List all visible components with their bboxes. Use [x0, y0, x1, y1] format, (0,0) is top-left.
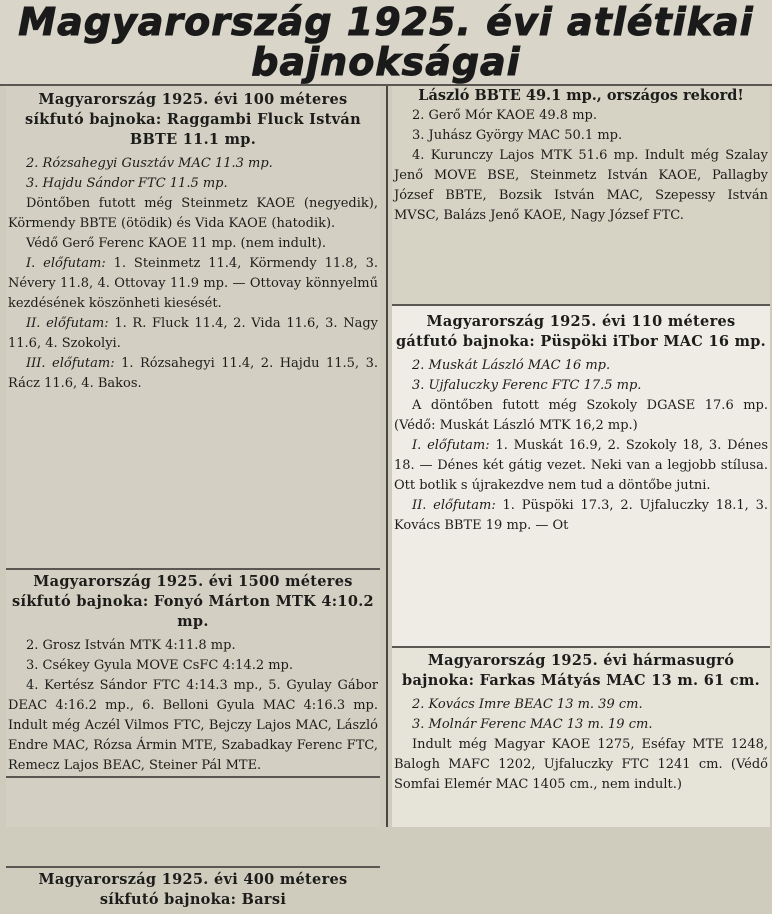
paragraph: 3. Csékey Gyula MOVE CsFC 4:14.2 mp. [26, 658, 294, 673]
section-rule-400m [6, 866, 380, 868]
paragraph: 2. Muskát László MAC 16 mp. [412, 358, 611, 373]
heat-results: 1. R. Fluck 11.4, 2. Vida 11.6, 3. Nagy 11.6, 4. Szokolyi. [8, 316, 378, 351]
headline-400m: Magyarország 1925. évi 400 méteres síkfutó bajnoka: Barsi [38, 871, 348, 908]
article-100m-body [8, 154, 378, 394]
heat-label: II. előfutam: [412, 498, 496, 513]
paragraph: Döntőben futott még Steinmetz KAOE (negyedik), Körmendy BBTE (ötödik) és Vida KAOE (hatodik). [8, 196, 378, 231]
article-triple-jump-body [394, 695, 768, 795]
paragraph: 4. Kurunczy Lajos MTK 51.6 mp. Indult még Szalay Jenő MOVE BSE, Steinmetz István KAOE, Pallagby József BBTE, Bozsik István MAC, Szepessy István MVSC, Balázs Jenő KAOE, Nagy József FTC. [394, 148, 768, 223]
column-divider [386, 86, 388, 827]
heat-label: I. előfutam: [26, 256, 106, 271]
masthead-title-line1: Magyarország 1925. évi atlétikai [18, 0, 754, 44]
article-1500m [8, 570, 378, 776]
heat-label: I. előfutam: [412, 438, 490, 453]
article-400m-continued [392, 86, 770, 304]
paragraph [8, 314, 378, 354]
section-rule-400m-head [6, 776, 380, 778]
headline-100m: Magyarország 1925. évi 100 méteres síkfutó bajnoka: Raggambi Fluck István BBTE 11.1 mp. [25, 91, 361, 148]
paragraph: 3. Molnár Ferenc MAC 13 m. 19 cm. [412, 717, 653, 732]
heat-label: III. előfutam: [26, 356, 115, 371]
article-400m-body [394, 106, 768, 226]
masthead [0, 0, 772, 86]
article-110m-hurdles [392, 306, 770, 646]
paragraph: 2. Kovács Imre BEAC 13 m. 39 cm. [412, 697, 643, 712]
headline-400m-continued: László BBTE 49.1 mp., országos rekord! [418, 87, 744, 104]
article-100m [8, 88, 378, 394]
headline-1500m: Magyarország 1925. évi 1500 méteres síkfutó bajnoka: Fonyó Márton MTK 4:10.2 mp. [12, 573, 374, 630]
paragraph: 3. Juhász György MAC 50.1 mp. [412, 128, 623, 143]
heat-results: 1. Steinmetz 11.4, Körmendy 11.8, 3. Névery 11.8, 4. Ottovay 11.9 mp. — Ottovay könnyelmű kezdésének köszönheti kiesését. [8, 256, 378, 311]
article-110m-hurdles-body [394, 356, 768, 536]
heat-results: 1. Muskát 16.9, 2. Szokoly 18, 3. Dénes 18. — Dénes két gátig vezet. Neki van a legjobb stílusa. Ott botlik s újrakezdve nem tud a döntőbe jutni. [394, 438, 768, 493]
article-1500m-body [8, 636, 378, 776]
article-triple-jump [392, 647, 770, 827]
masthead-rule [0, 84, 772, 86]
paragraph: 2. Grosz István MTK 4:11.8 mp. [26, 638, 236, 653]
heat-results: 1. Rózsahegyi 11.4, 2. Hajdu 11.5, 3. Rácz 11.6, 4. Bakos. [8, 356, 378, 391]
paragraph [8, 354, 378, 394]
heat-results: 1. Püspöki 17.3, 2. Ujfaluczky 18.1, 3. Kovács BBTE 19 mp. — Ot [394, 498, 768, 533]
headline-110m-hurdles: Magyarország 1925. évi 110 méteres gátfutó bajnoka: Püspöki iTbor MAC 16 mp. [395, 313, 767, 350]
left-column [6, 86, 380, 908]
heat-label: II. előfutam: [26, 316, 109, 331]
paragraph: A döntőben futott még Szokoly DGASE 17.6 mp. (Védő: Muskát László MTK 16,2 mp.) [394, 398, 768, 433]
article-400m [8, 868, 378, 914]
headline-triple-jump: Magyarország 1925. évi hármasugró bajnoka: Farkas Mátyás MAC 13 m. 61 cm. [402, 652, 760, 689]
masthead-title-line2: bajnokságai [251, 40, 521, 84]
section-rule-triple-jump [392, 646, 770, 648]
paragraph: 3. Ujfaluczky Ferenc FTC 17.5 mp. [412, 378, 642, 393]
section-rule-hurdles [392, 304, 770, 306]
paragraph: 2. Gerő Mór KAOE 49.8 mp. [412, 108, 597, 123]
paragraph [394, 496, 768, 536]
paragraph [8, 254, 378, 314]
paragraph: 3. Hajdu Sándor FTC 11.5 mp. [26, 176, 228, 191]
paragraph: 4. Kertész Sándor FTC 4:14.3 mp., 5. Gyulay Gábor DEAC 4:16.2 mp., 6. Belloni Gyula MAC 4:16.3 mp. Indult még Aczél Vilmos FTC, Bejczy Lajos MAC, László Endre MAC, Rózsa Ármin MTE, Szabadkay Ferenc FTC, Remecz Lajos BEAC, Steiner Pál MTE. [8, 678, 378, 773]
paragraph: Védő Gerő Ferenc KAOE 11 mp. (nem indult). [26, 236, 326, 251]
paragraph [394, 436, 768, 496]
paragraph: Indult még Magyar KAOE 1275, Eséfay MTE 1248, Balogh MAFC 1202, Ujfaluczky FTC 1241 cm. (Védő Somfai Elemér MAC 1405 cm., nem indult.) [394, 737, 768, 792]
paragraph: 2. Rózsahegyi Gusztáv MAC 11.3 mp. [26, 156, 273, 171]
section-rule-1500m [6, 568, 380, 570]
